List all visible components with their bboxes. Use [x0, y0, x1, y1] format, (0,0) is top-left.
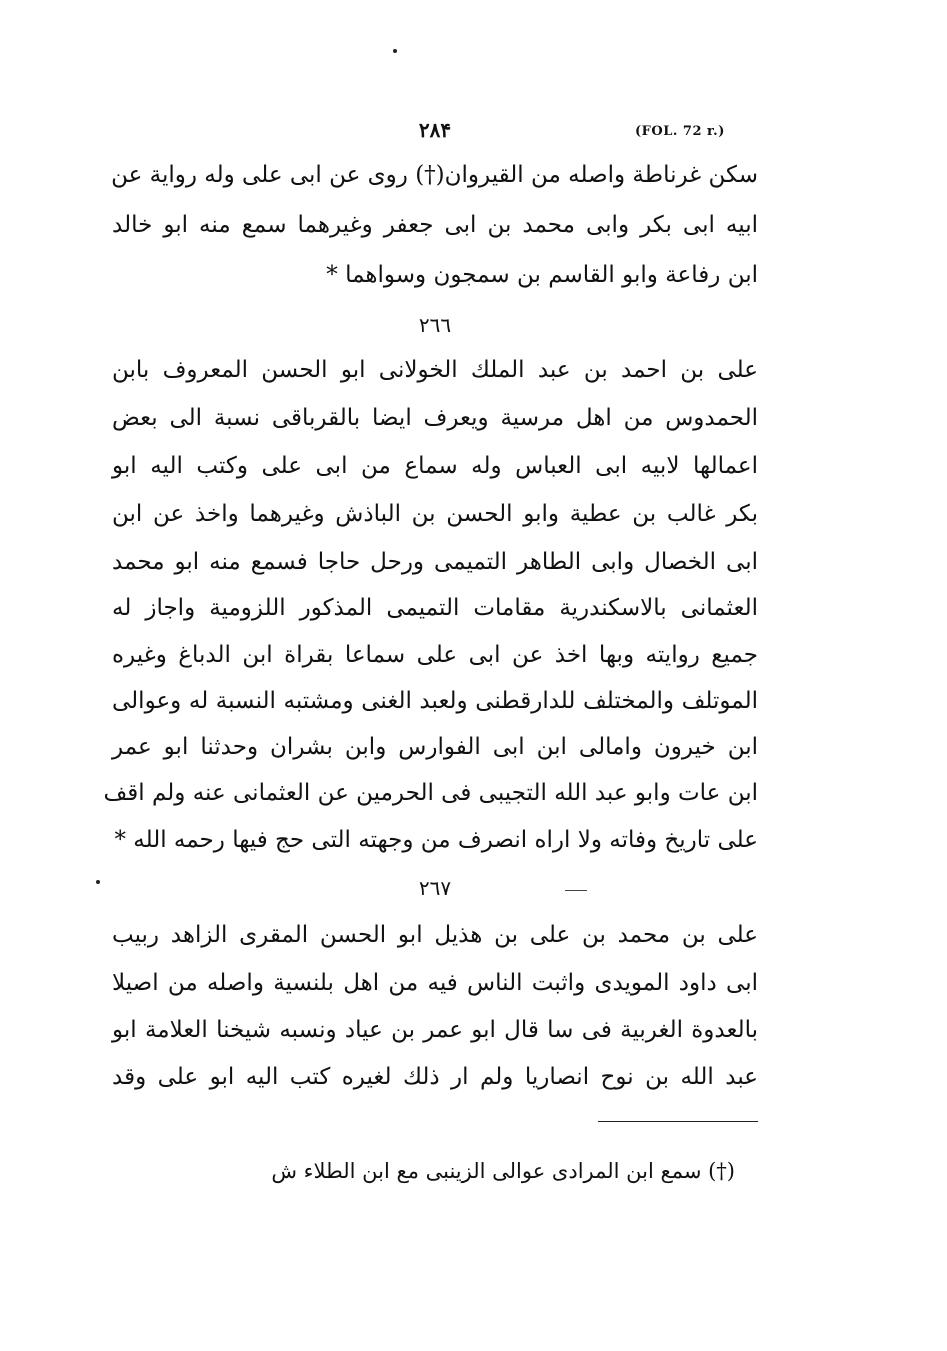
- scan-mark: [565, 890, 587, 891]
- footnote: (†) سمع ابن المرادى عوالى الزينبى مع ابن الطلاء ش: [271, 1159, 735, 1183]
- text-line: على تاريخ وفاته ولا اراه انصرف من وجهته التى حج فيها رحمه الله *: [114, 827, 758, 853]
- text-line: ابى الخصال وابى الطاهر التميمى ورحل حاجا فسمع منه ابو محمد: [112, 549, 758, 575]
- text-line: اعمالها لابيه ابى العباس وله سماع من ابى على وكتب اليه ابو: [112, 453, 758, 479]
- text-line: على بن احمد بن عبد الملك الخولانى ابو الحسن المعروف بابن: [112, 357, 758, 383]
- text-line: على بن محمد بن على بن هذيل ابو الحسن المقرى الزاهد ربيب: [112, 922, 758, 948]
- text-line: ابن خيرون وامالى ابن ابى الفوارس وابن بشران وحدثنا ابو عمر: [112, 734, 758, 760]
- scan-speck: [393, 49, 397, 53]
- text-line: الحمدوس من اهل مرسية ويعرف ايضا بالقرباقى نسبة الى بعض: [112, 405, 758, 431]
- text-line: بالعدوة الغربية فى سا قال ابو عمر بن عياد ونسبه شيخنا العلامة ابو: [112, 1017, 758, 1043]
- entry-number: ٢٦٦: [418, 313, 452, 337]
- text-line: جميع روايته وبها اخذ عن ابى على سماعا بقراة ابن الدباغ وغيره: [112, 642, 758, 668]
- text-line: ابن رفاعة وابو القاسم بن سمجون وسواهما *: [326, 262, 758, 288]
- folio-reference: (FOL. 72 r.): [635, 124, 725, 139]
- entry-number: ٢٦٧: [418, 876, 452, 900]
- text-line: العثمانى بالاسكندرية مقامات التميمى المذكور اللزومية واجاز له: [112, 595, 758, 621]
- footnote-rule: [598, 1121, 758, 1122]
- text-line: ابن عات وابو عبد الله التجيبى فى الحرمين عن العثمانى عنه ولم اقف: [103, 780, 758, 806]
- scan-speck: [96, 880, 100, 884]
- text-line: سكن غرناطة واصله من القيروان(†) روى عن ابى على وله رواية عن: [111, 162, 758, 188]
- text-line: ابى داود المويدى واثبت الناس فيه من اهل بلنسية واصله من اصيلا: [112, 970, 758, 996]
- text-line: ابيه ابى بكر وابى محمد بن ابى جعفر وغيرهما سمع منه ابو خالد: [112, 212, 758, 238]
- page-number: ۲۸۴: [418, 118, 452, 142]
- text-line: الموتلف والمختلف للدارقطنى ولعبد الغنى ومشتبه النسبة له وعوالى: [112, 688, 758, 714]
- text-line: عبد الله بن نوح انصاريا ولم ار ذلك لغيره كتب اليه ابو على وقد: [112, 1064, 758, 1090]
- text-line: بكر غالب بن عطية وابو الحسن بن الباذش وغيرهما واخذ عن ابن: [112, 501, 758, 527]
